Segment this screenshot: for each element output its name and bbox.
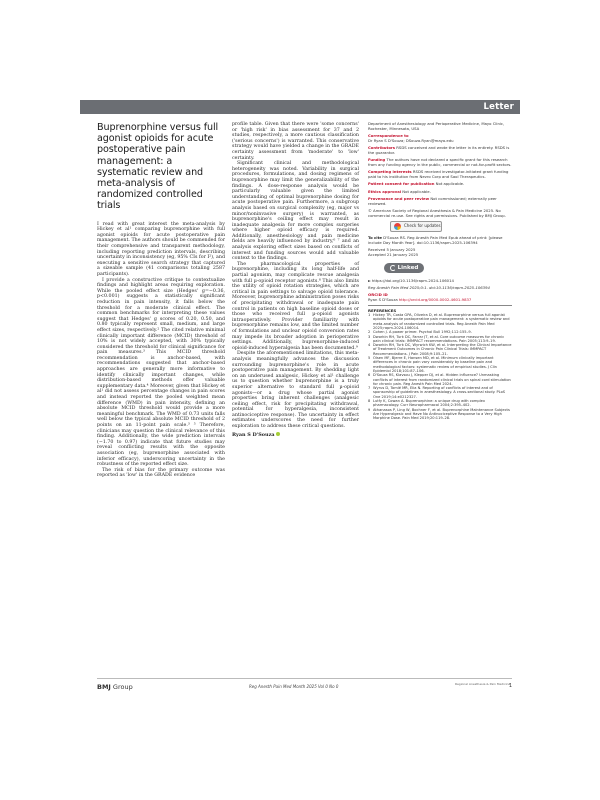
affiliation: Department of Anesthesiology and Perioperative Medicine, Mayo Clinic, Rochester, Minnesota, USA <box>368 121 505 131</box>
accepted-date: Accepted 21 January 2025 <box>368 251 419 257</box>
reference-item: 7 Wyrus D, Tomlé MR, Elia N. Reporting of conflicts of interest and of sponsorship of guidelines in anesthesiology. A cross-sectional study. PLoS One 2019;14:e0212327. <box>368 386 506 399</box>
article-page <box>80 92 520 700</box>
consent-text: Not applicable. <box>435 181 465 186</box>
reference-text: Hickey TR, Costa GPA, Oliveira D, et al. Buprenorphine versus full agonist opioids for acute postoperative pain management: a systematic review and meta-analysis of randomized controlled trials. Reg Anesth Pain Med 2025;rapm-2024-106014. <box>373 313 510 330</box>
reference-text: Dworkin RH, Turk DC, Wyrwich KW, et al. Interpreting the Clinical Importance of Treatment Outcomes in Chronic Pain Clinical Trials: IMMPACT Recommendations. J Pain 2008;9:105–21. <box>373 343 512 356</box>
section-label: Letter <box>483 102 514 112</box>
logo-bold: BMJ <box>97 683 111 691</box>
linked-label: Linked <box>397 264 419 271</box>
divider <box>368 305 512 306</box>
references-heading: REFERENCES <box>368 307 397 313</box>
check-for-updates-label: Check for updates <box>404 223 441 229</box>
linked-doi <box>368 279 512 284</box>
contributors-text: RSDS conceived and wrote the letter in its entirety. RSDS is the guarantor. <box>368 145 510 155</box>
bmj-group-logo <box>97 683 133 691</box>
author-name: Ryan S D'Souza <box>232 431 275 438</box>
article-title: Buprenorphine versus full agonist opioids for acute postoperative pain management: a systematic review and meta-analysis of randomized controlled trials <box>97 122 219 212</box>
competing-label: Competing interests <box>368 169 412 174</box>
paragraph: I provide a constructive critique to contextualize findings and highlight areas requiring exploration. While the pooled effect size (Hedges' g=−0.36, p<0.001) suggests a statistically significant reduction in pain intensity, it falls below the threshold for a moderate clinical effect. The common benchmarks for interpreting these values suggest that Hedges' g scores of 0.20, 0.50, and 0.80 typically represent small, medium, and large effect sizes, respectively.² The cited relative minimal clinically important difference (MCID) threshold of 10% is not widely accepted, with 30% typically considered the threshold for clinical significance for pain measures.³ This MCID threshold recommendation is anchor-based, with recommendations suggested that anchor-based approaches are generally more informative to identify clinically important changes, while distribution-based methods offer valuable supplementary data.⁴ Moreover, given that Hickey et al¹ did not assess percentage changes in pain scores and instead reported the pooled weighted mean difference (WMD) in pain intensity, defining an absolute MCID threshold would provide a more meaningful benchmark. The WMD of 0.73 units falls well below the typical absolute MCID threshold of 2 points on an 11-point pain scale.³ ⁵ Therefore, clinicians may question the clinical relevance of this finding. Additionally, the wide prediction intervals (−1.70 to 0.97) indicate that future studies may reveal conflicting results with the opposite association (eg, buprenorphine associated with inferior efficacy), underscoring uncertainty in the robustness of the reported effect size. <box>97 277 225 468</box>
reference-item: 4 Dworkin RH, Turk DC, Wyrwich KW, et al. Interpreting the Clinical Importance of Treatment Outcomes in Chronic Pain Clinical Trials: IMMPACT Recommendations. J Pain 2008;9:105–21. <box>368 343 512 356</box>
copyright-notice: © American Society of Regional Anesthesia & Pain Medicine 2025. No commercial re-use. See rights and permissions. Published by BMJ Group. <box>368 208 506 218</box>
received-date: Received 5 January 2025 <box>368 247 416 252</box>
ethics-approval <box>368 190 512 195</box>
provenance-label: Provenance and peer review <box>368 196 430 201</box>
logo-rest: Group <box>112 683 133 691</box>
reference-text: Lutfy K, Cowan A. Buprenorphine: a unique drug with complex pharmacology. Curr Neuropharmacol 2004;2:395–402. <box>373 399 485 408</box>
reference-text: D'Souza RS, Klavsou J, Klepper DJ, et al. Hidden influence? Unmasking conflicts of interest from randomized clinical trials on spinal cord stimulation for chronic pain. Reg Anesth Pain Med 2024. <box>373 373 511 386</box>
reference-text: Dworkin RH, Turk DC, Farrar JT, et al. Core outcome measures for chronic pain clinical trials: IMMPACT recommendations. Pain 2005;113:9–19. <box>373 334 505 343</box>
body-text-col2 <box>232 122 359 430</box>
linked-icon <box>390 265 396 271</box>
paragraph: Significant clinical and methodological heterogeneity was noted. Variability in surgical procedures, formulations, and dosing regimens of buprenorphine may limit the generalizability of the findings. A dose-response analysis would be particularly valuable given the limited understanding of optimal buprenorphine dosing for acute postoperative pain. Furthermore, a subgroup analysis based on surgical complexity (eg, major vs minor/noninvasive surgery) is warranted, as buprenorphine's ceiling effect may result in inadequate analgesia for more complex surgeries where higher opioid efficacy is required. Additionally, anesthesiology and pain medicine fields are heavily influenced by industry,⁶ ⁷ and an analysis exploring effect sizes based on conflicts of interest and funding sources would add valuable context to the findings. <box>232 161 359 262</box>
check-for-updates-button[interactable] <box>390 221 442 232</box>
correspondence-label: Correspondence to <box>368 133 409 138</box>
arrow-right-icon: ► <box>368 278 371 283</box>
rapm-logo: Regional Anesthesia & Pain Medicine <box>455 682 511 686</box>
orcid-icon[interactable] <box>276 432 280 436</box>
body-text-col1 <box>97 222 225 479</box>
contributors-label: Contributors <box>368 145 396 150</box>
reference-item: 6 D'Souza RS, Klavsou J, Klepper DJ, et al. Hidden influence? Unmasking conflicts of interest from randomized clinical trials on spinal cord stimulation for chronic pain. Reg Anesth Pain Med 2024. <box>368 373 511 386</box>
cite-text: D'Souza RS. Reg Anesth Pain Med Epub ahead of print: [please include Day Month Year]. doi:10.1136/rapm-2025-106394 <box>368 235 503 245</box>
competing-interests <box>368 170 512 179</box>
orcid-link[interactable]: http://orcid.org/0000-0002-4601-9837 <box>398 296 472 302</box>
orcid-name: Ryan S D'Souza <box>368 296 398 302</box>
column-1 <box>97 122 225 479</box>
column-3-metadata <box>368 122 512 421</box>
linked-badge[interactable] <box>384 263 424 273</box>
reference-item: 5 Olsen MF, Bjerre E, Hansen MD, et al. Minimum clinically important differences in chronic pain vary considerably by baseline pain and methodological factors: systematic review of empirical studies. J Clin Epidemiol 2018;101:87–106. <box>368 356 497 373</box>
paragraph: Despite the aforementioned limitations, this meta-analysis meaningfully advances the discussion surrounding buprenorphine's role in acute postoperative pain management. By shedding light on an underused analgesic, Hickey et al¹ challenge us to question whether buprenorphine is a truly superior alternative to standard full µ-opioid agonists—or a drug whose partial agonist properties bring inherent challenges (analgesic ceiling effect, risk for precipitating withdrawal, potential for hyperalgesia, inconsistent antinociceptive response). The uncertainty in effect estimates underscores the need for further exploration to address these critical questions. <box>232 351 359 430</box>
ethics-text: Not applicable. <box>402 188 431 194</box>
section-band <box>80 100 520 114</box>
contributors <box>368 146 512 155</box>
page-number: 1 <box>508 683 512 689</box>
provenance-text: Not commissioned; externally peer reviewed. <box>368 196 497 206</box>
column-2 <box>232 122 359 438</box>
provenance <box>368 197 512 206</box>
patient-consent <box>368 182 512 187</box>
paragraph: I read with great interest the meta-analysis by Hickey et al¹ comparing buprenorphine with full agonist opioids for acute postoperative pain management. The authors should be commended for their comprehensive and transparent methodology, including reporting prediction intervals, describing uncertainty in inconsistency (eg, 95% CIs for I²), and executing a sensitive search strategy that captured a sizeable sample (41 comparisons totaling 2587 participants). <box>97 221 225 277</box>
cite-label: To cite <box>368 235 382 240</box>
ethics-label: Ethics approval <box>368 188 402 194</box>
journal-footer: Reg Anesth Pain Med Month 2025 Vol 0 No 0 <box>249 684 339 689</box>
reference-text: Olsen MF, Bjerre E, Hansen MD, et al. Minimum clinically important differences in chronic pain vary considerably by baseline pain and methodological factors: systematic review of empirical studies. J Clin Epidemiol 2018;101:87–106. <box>373 356 497 373</box>
consent-label: Patient consent for publication <box>368 181 435 186</box>
paragraph: profile table. Given that there were 'some concerns' or 'high risk' in bias assessment for 37 and 2 studies, respectively, a more cautious classification ('serious concerns') is warranted. This conservative strategy would have yielded a change in the GRADE certainty assessment from 'moderate' to 'low' certainty. <box>232 122 359 161</box>
correspondence-text[interactable]: Dr Ryan S D'Souza; DSouza.Ryan@mayo.edu <box>368 137 454 143</box>
linked-doi-link[interactable]: https://doi.org/10.1136/rapm-2024-106014 <box>371 278 454 283</box>
author-signature <box>232 432 359 438</box>
journal-citation: Reg Anesth Pain Med 2025;0:1. doi:10.1136/rapm-2025-106394 <box>368 284 490 290</box>
funding <box>368 158 512 167</box>
reference-item: 9 Athanasos P, Ling W, Bochner F, et al. Buprenorphine Maintenance Subjects Are Hyperalgesic and Have No Antinociceptive Response to a Very High Morphine Dose. Pain Med 2019;20:119–28. <box>368 407 510 421</box>
paragraph: The risk of bias for the primary outcome was reported as 'low' in the GRADE evidence <box>97 467 225 479</box>
citation <box>368 236 512 245</box>
references-list <box>368 313 512 420</box>
reference-item: 2 Cohen J. A power primer. Psychol Bull 1992;112:155–9. <box>368 330 472 335</box>
orcid-heading: ORCID iD <box>368 292 388 297</box>
reference-text: Cohen J. A power primer. Psychol Bull 1992;112:155–9. <box>373 330 472 335</box>
reference-text: Wyrus D, Tomlé MR, Elia N. Reporting of conflicts of interest and of sponsorship of guidelines in anesthesiology. A cross-sectional study. PLoS One 2019;14:e0212327. <box>373 386 506 399</box>
reference-text: Athanasos P, Ling W, Bochner F, et al. Buprenorphine Maintenance Subjects Are Hyperalgesic and Have No Antinociceptive Response to a Very High Morphine Dose. Pain Med 2019;20:119–28. <box>373 407 510 421</box>
reference-item: 8 Lutfy K, Cowan A. Buprenorphine: a unique drug with complex pharmacology. Curr Neuropharmacol 2004;2:395–402. <box>368 399 485 408</box>
paragraph: The pharmacological properties of buprenorphine, including its long half-life and partial agonism, may complicate rescue analgesia with full µ-opioid receptor agonists.⁸ This also limits the utility of opioid rotation strategies, which are critical in pain settings to salvage opioid tolerance. Moreover, buprenorphine administration poses risks of precipitating withdrawal or inadequate pain control in patients on high baseline opioid doses or those who received full µ-opioid agonists intraoperatively. Provider familiarity with buprenorphine remains low, and the limited number of formulations and unclear opioid conversion rates may impede its broader adoption in perioperative settings. Additionally, buprenorphine-induced opioid-induced hyperalgesia has been documented.⁹ <box>232 261 359 351</box>
crossmark-icon <box>394 223 401 230</box>
reference-item: 3 Dworkin RH, Turk DC, Farrar JT, et al. Core outcome measures for chronic pain clinical trials: IMMPACT recommendations. Pain 2005;113:9–19. <box>368 334 505 343</box>
reference-item: 1 Hickey TR, Costa GPA, Oliveira D, et al. Buprenorphine versus full agonist opioids for acute postoperative pain management: a systematic review and meta-analysis of randomized controlled trials. Reg Anesth Pain Med 2025;rapm-2024-106014. <box>368 313 510 330</box>
correspondence <box>368 134 512 143</box>
page-footer <box>97 678 512 692</box>
orcid-entry <box>368 298 512 303</box>
funding-label: Funding <box>368 157 386 162</box>
competing-text: RSDS received investigator-initiated grant funding paid to his institution from Nevro Corp and Saol Therapeutics. <box>368 169 509 179</box>
funding-text: The authors have not declared a specific grant for this research from any funding agency in the public, commercial or not-for-profit sectors. <box>368 157 512 167</box>
